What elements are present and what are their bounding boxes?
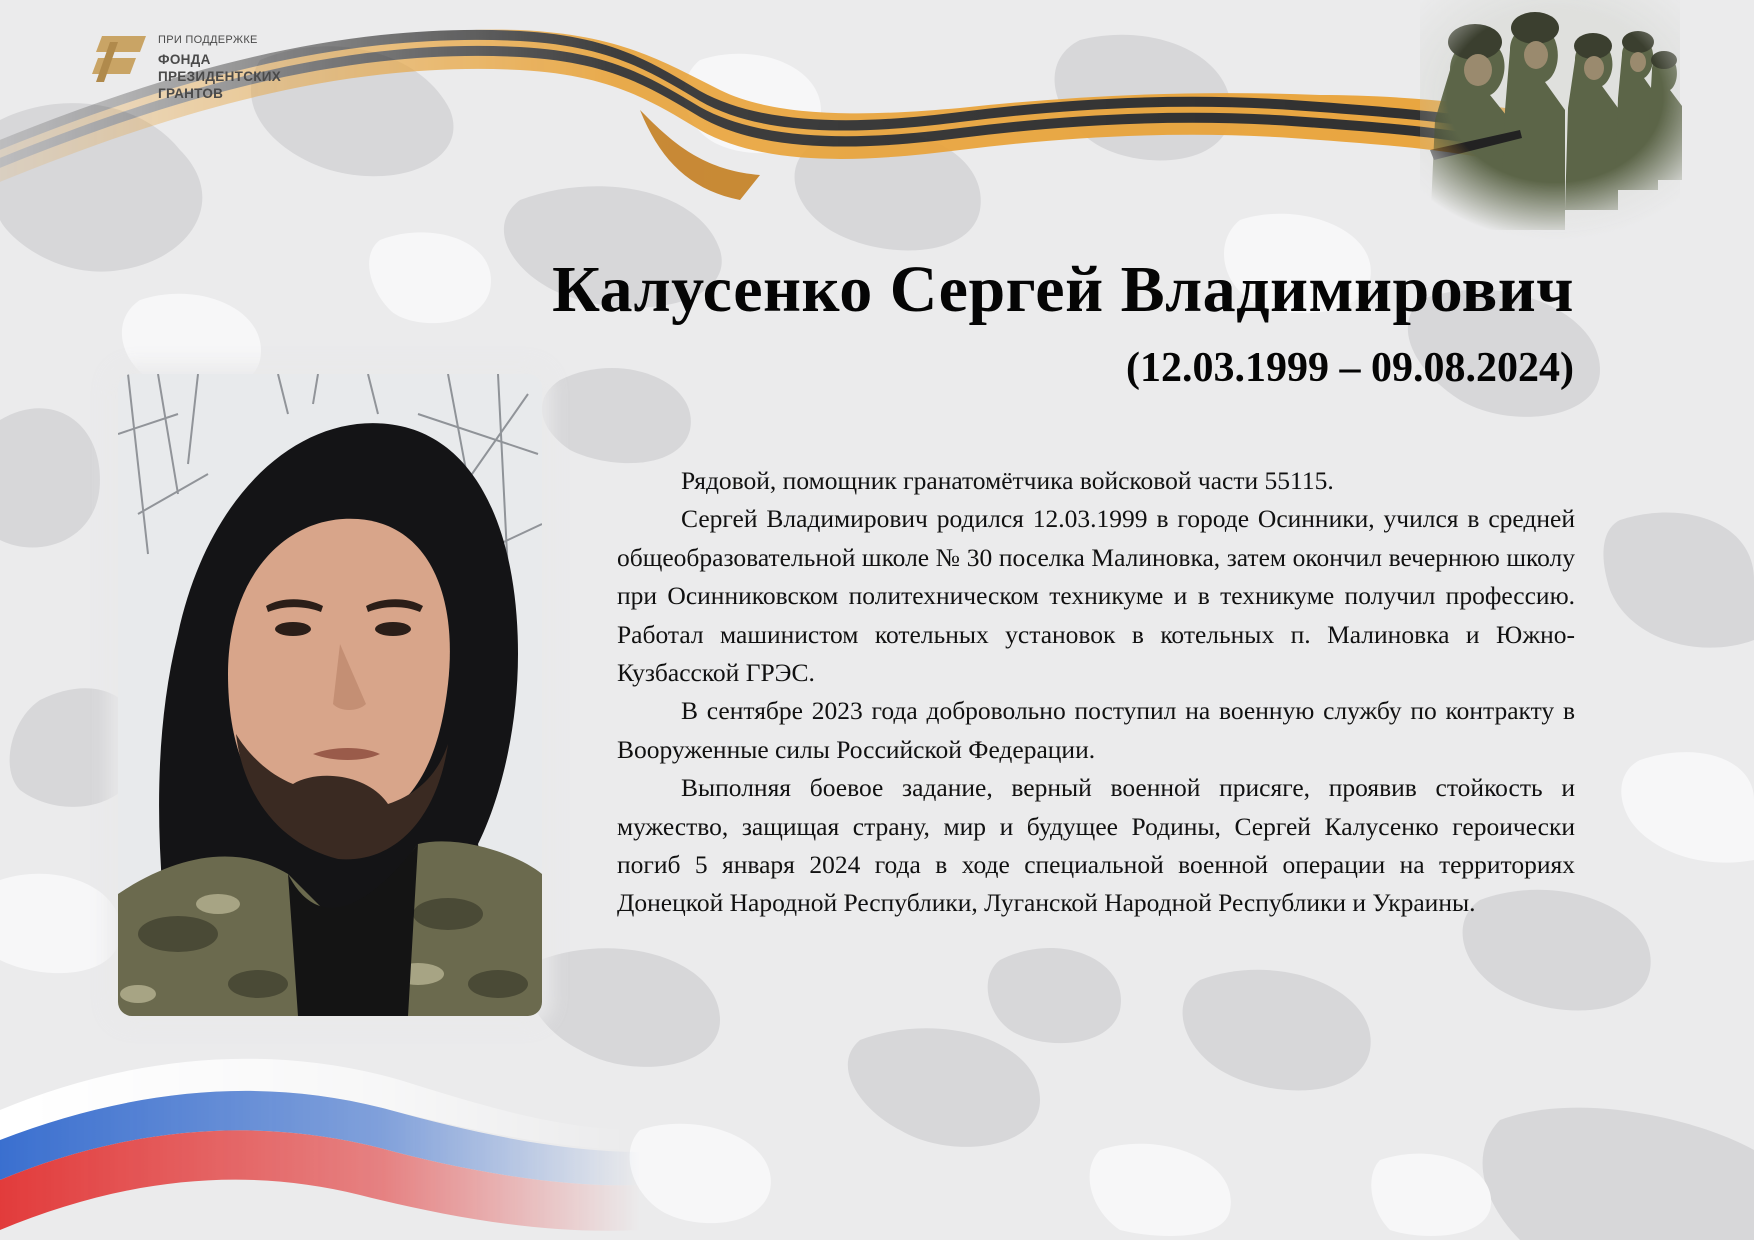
life-dates: (12.03.1999 – 09.08.2024) — [1126, 345, 1574, 391]
logo-line-2: ФОНДА — [158, 52, 211, 67]
bio-paragraph-life: Сергей Владимирович родился 12.03.1999 в городе Осинники, учился в средней общеобразовательной школе № 30 поселка Малиновка, затем окончил вечернюю школу при Осинниковском политехническом техникуме и в техникуме получил профессию. Работал машинистом котельных установок в котельных п. Малиновка и Южно-Кузбасской ГРЭС. — [617, 504, 1575, 688]
bio-paragraph-service: В сентябре 2023 года добровольно поступил на военную службу по контракту в Вооруженные силы Российской Федерации. — [617, 696, 1575, 764]
portrait-photo — [118, 374, 542, 1016]
biography — [617, 462, 1575, 923]
bio-paragraph-death: Выполняя боевое задание, верный военной присяге, проявив стойкость и мужество, защищая страну, мир и будущее Родины, Сергей Калусенко героически погиб 5 января 2024 года в ходе специальной военной операции на территориях Донецкой Народной Республики, Луганской Народной Республики и Украины. — [617, 773, 1575, 918]
bio-paragraph-rank: Рядовой, помощник гранатомётчика войсковой части 55115. — [681, 466, 1334, 495]
logo-line-3: ПРЕЗИДЕНТСКИХ — [158, 69, 282, 84]
logo-line-4: ГРАНТОВ — [158, 86, 224, 101]
presidential-grants-logo — [88, 32, 281, 102]
logo-line-1: ПРИ ПОДДЕРЖКЕ — [158, 34, 258, 46]
grants-logo-icon — [88, 32, 148, 86]
soldiers-image — [1390, 0, 1690, 240]
russian-flag-wave — [0, 1020, 640, 1240]
person-name: Калусенко Сергей Владимирович — [552, 253, 1574, 326]
